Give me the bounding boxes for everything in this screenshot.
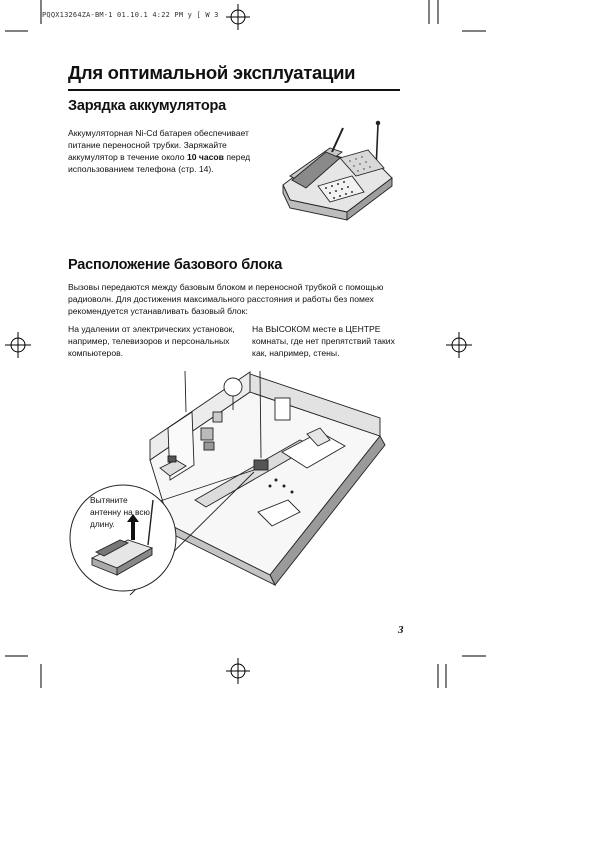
placement-intro: Вызовы передаются между базовым блоком и переносной трубкой с помощью радиоволн. Для достижения максимального расстояния и работы без помех рекомендуется устанавливать базовый блок: bbox=[68, 282, 384, 316]
placement-right-note: На ВЫСОКОМ месте в ЦЕНТРЕ комнаты, где нет препятствий таких как, например, стены. bbox=[252, 324, 395, 358]
antenna-note: Вытяните антенну на всю длину. bbox=[90, 495, 150, 529]
page-title: Для оптимальной эксплуатации bbox=[68, 62, 356, 83]
placement-heading: Расположение базового блока bbox=[68, 257, 283, 273]
charging-text: Аккумуляторная Ni-Cd батарея обеспечивает питание переносной трубки. Заряжайте аккумулятор в течение около 10 часов перед использованием телефона (стр. 14). bbox=[68, 128, 251, 174]
charging-heading: Зарядка аккумулятора bbox=[68, 98, 227, 114]
page-number: 3 bbox=[398, 624, 404, 636]
placement-left-note: На удалении от электрических установок, например, телевизоров и персональных компьютеров. bbox=[68, 324, 235, 358]
print-header-meta: PQQX13264ZA-BM-1 01.10.1 4:22 PM у [ W 3 bbox=[42, 11, 219, 19]
charging-hours: 10 часов bbox=[186, 152, 224, 162]
